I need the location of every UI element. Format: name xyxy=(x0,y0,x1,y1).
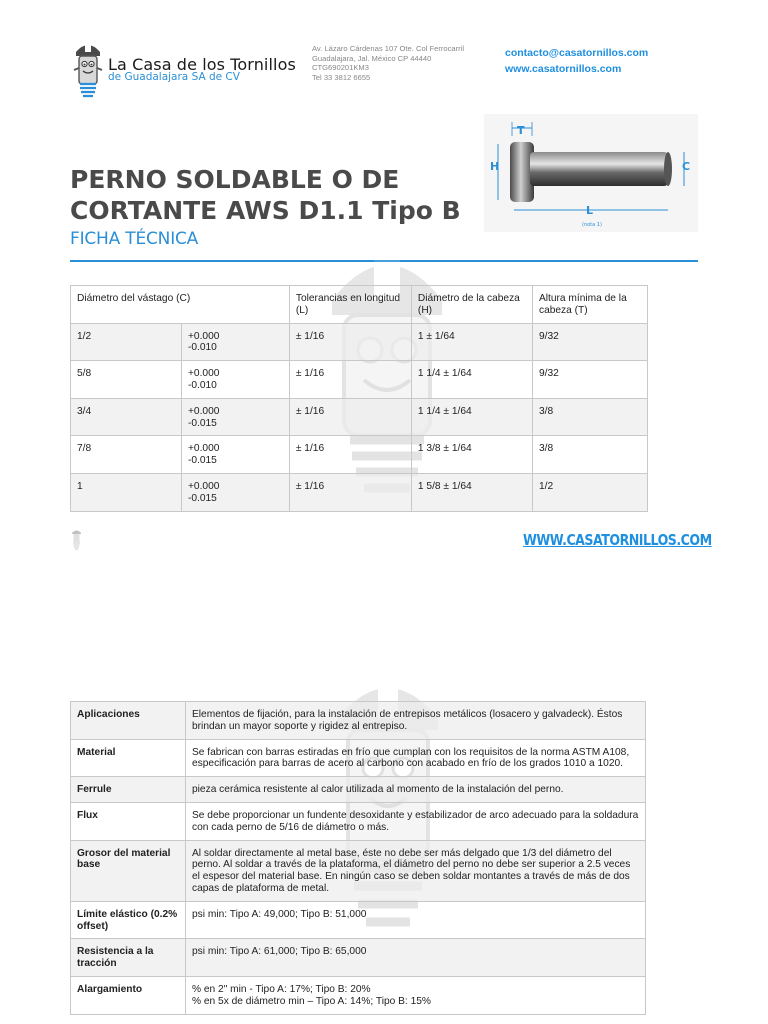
cell-diam: 7/8 xyxy=(71,436,182,474)
cell-head-h: 1/2 xyxy=(532,473,647,511)
cell-diam: 5/8 xyxy=(71,361,182,399)
cell-head-h: 9/32 xyxy=(532,323,647,361)
table-row xyxy=(71,777,646,803)
property-value: psi min: Tipo A: 61,000; Tipo B: 65,000 xyxy=(186,939,646,977)
cell-len-tol: ± 1/16 xyxy=(289,473,411,511)
cell-head-h: 3/8 xyxy=(532,398,647,436)
table-row xyxy=(71,840,646,901)
table-header-row xyxy=(71,286,648,324)
property-key: Material xyxy=(71,739,186,777)
brand-name: La Casa de los Tornillos xyxy=(108,55,296,74)
label-l: L xyxy=(586,204,594,217)
cell-head-h: 3/8 xyxy=(532,436,647,474)
cell-head-diam: 1 5/8 ± 1/64 xyxy=(411,473,532,511)
page-subtitle: FICHA TÉCNICA xyxy=(70,229,199,249)
cell-tol: +0.000 -0.015 xyxy=(181,398,289,436)
table-row xyxy=(71,361,648,399)
property-value: pieza cerámica resistente al calor utilizada al momento de la instalación del perno. xyxy=(186,777,646,803)
title-line: PERNO SOLDABLE O DE xyxy=(70,165,400,194)
property-key: Límite elástico (0.2% offset) xyxy=(71,901,186,939)
table-row xyxy=(71,939,646,977)
property-key: Ferrule xyxy=(71,777,186,803)
header-cell: Tolerancias en longitud (L) xyxy=(289,286,411,324)
property-value: Se fabrican con barras estiradas en frío que cumplan con los requisitos de la norma ASTM A108, especificación para barras de acero al carbono con acabado en frío de los grados 1010 a 1020. xyxy=(186,739,646,777)
page-title xyxy=(70,164,490,226)
property-key: Aplicaciones xyxy=(71,702,186,740)
cell-len-tol: ± 1/16 xyxy=(289,323,411,361)
brand-subtitle: de Guadalajara SA de CV xyxy=(108,71,240,83)
cell-tol: +0.000 -0.015 xyxy=(181,436,289,474)
address-line: Av. Lázaro Cárdenas 107 Ote. Col Ferrocarril xyxy=(312,44,465,53)
property-value: % en 2" min - Tipo A: 17%; Tipo B: 20% % en 5x de diámetro min – Tipo A: 14%; Tipo B: 15% xyxy=(186,976,646,1014)
cell-tol: +0.000 -0.010 xyxy=(181,323,289,361)
bolt-diagram xyxy=(484,114,698,232)
cell-diam: 1 xyxy=(71,473,182,511)
table-row xyxy=(71,436,648,474)
cell-tol: +0.000 -0.015 xyxy=(181,473,289,511)
property-value: Se debe proporcionar un fundente desoxidante y estabilizador de arco adecuado para la soldadura con cada perno de 5/16 de diámetro o más. xyxy=(186,802,646,840)
label-note: (nota 1) xyxy=(582,222,602,228)
table-row xyxy=(71,323,648,361)
table-row xyxy=(71,398,648,436)
cell-tol: +0.000 -0.010 xyxy=(181,361,289,399)
property-key: Resistencia a la tracción xyxy=(71,939,186,977)
property-key: Flux xyxy=(71,802,186,840)
cell-head-h: 9/32 xyxy=(532,361,647,399)
table-row xyxy=(71,976,646,1014)
cell-len-tol: ± 1/16 xyxy=(289,361,411,399)
address-block xyxy=(312,44,464,82)
cell-diam: 3/4 xyxy=(71,398,182,436)
tax-id: CTG690201KM3 xyxy=(312,63,369,73)
table-row xyxy=(71,473,648,511)
label-t: T xyxy=(517,124,525,137)
title-line: CORTANTE AWS D1.1 Tipo B xyxy=(70,196,461,225)
property-key: Alargamiento xyxy=(71,976,186,1014)
header-cell: Diámetro del vástago (C) xyxy=(71,286,290,324)
label-h: H xyxy=(490,160,500,173)
website-link[interactable]: www.casatornillos.com xyxy=(505,63,622,75)
properties-table xyxy=(70,701,646,1015)
cell-len-tol: ± 1/16 xyxy=(289,436,411,474)
address-line: Guadalajara, Jal. México CP 44440 xyxy=(312,53,432,63)
header-cell: Diámetro de la cabeza (H) xyxy=(411,286,532,324)
cell-head-diam: 1 1/4 ± 1/64 xyxy=(411,398,532,436)
footer-website-link[interactable]: WWW.CASATORNILLOS.COM xyxy=(523,531,712,549)
property-value: psi min: Tipo A: 49,000; Tipo B: 51,000 xyxy=(186,901,646,939)
property-value: Al soldar directamente al metal base, éste no debe ser más delgado que 1/3 del diámetro del perno. Al soldar a través de la plataforma, el diámetro del perno no debe ser superior a 2.5 veces el espesor del material base. En ningún caso se deben soldar montantes a través de más de dos capas de plataforma de metal. xyxy=(186,840,646,901)
cell-len-tol: ± 1/16 xyxy=(289,398,411,436)
table-row xyxy=(71,702,646,740)
dimensions-table xyxy=(70,285,648,512)
property-value: Elementos de fijación, para la instalación de entrepisos metálicos (losacero y galvadeck). Éstos brindan un mayor soporte y rigidez al entrepiso. xyxy=(186,702,646,740)
table-row xyxy=(71,802,646,840)
label-c: C xyxy=(682,160,691,173)
header-cell: Altura mínima de la cabeza (T) xyxy=(532,286,647,324)
logo-screw-icon xyxy=(70,40,106,98)
cell-head-diam: 1 ± 1/64 xyxy=(411,323,532,361)
contact-block xyxy=(505,45,648,77)
property-key: Grosor del material base xyxy=(71,840,186,901)
table-row xyxy=(71,901,646,939)
small-screw-icon xyxy=(70,528,83,550)
email-link[interactable]: contacto@casatornillos.com xyxy=(505,47,649,59)
phone: Tel 33 3812 6655 xyxy=(312,72,371,82)
table-row xyxy=(71,739,646,777)
cell-head-diam: 1 3/8 ± 1/64 xyxy=(411,436,532,474)
cell-head-diam: 1 1/4 ± 1/64 xyxy=(411,361,532,399)
cell-diam: 1/2 xyxy=(71,323,182,361)
